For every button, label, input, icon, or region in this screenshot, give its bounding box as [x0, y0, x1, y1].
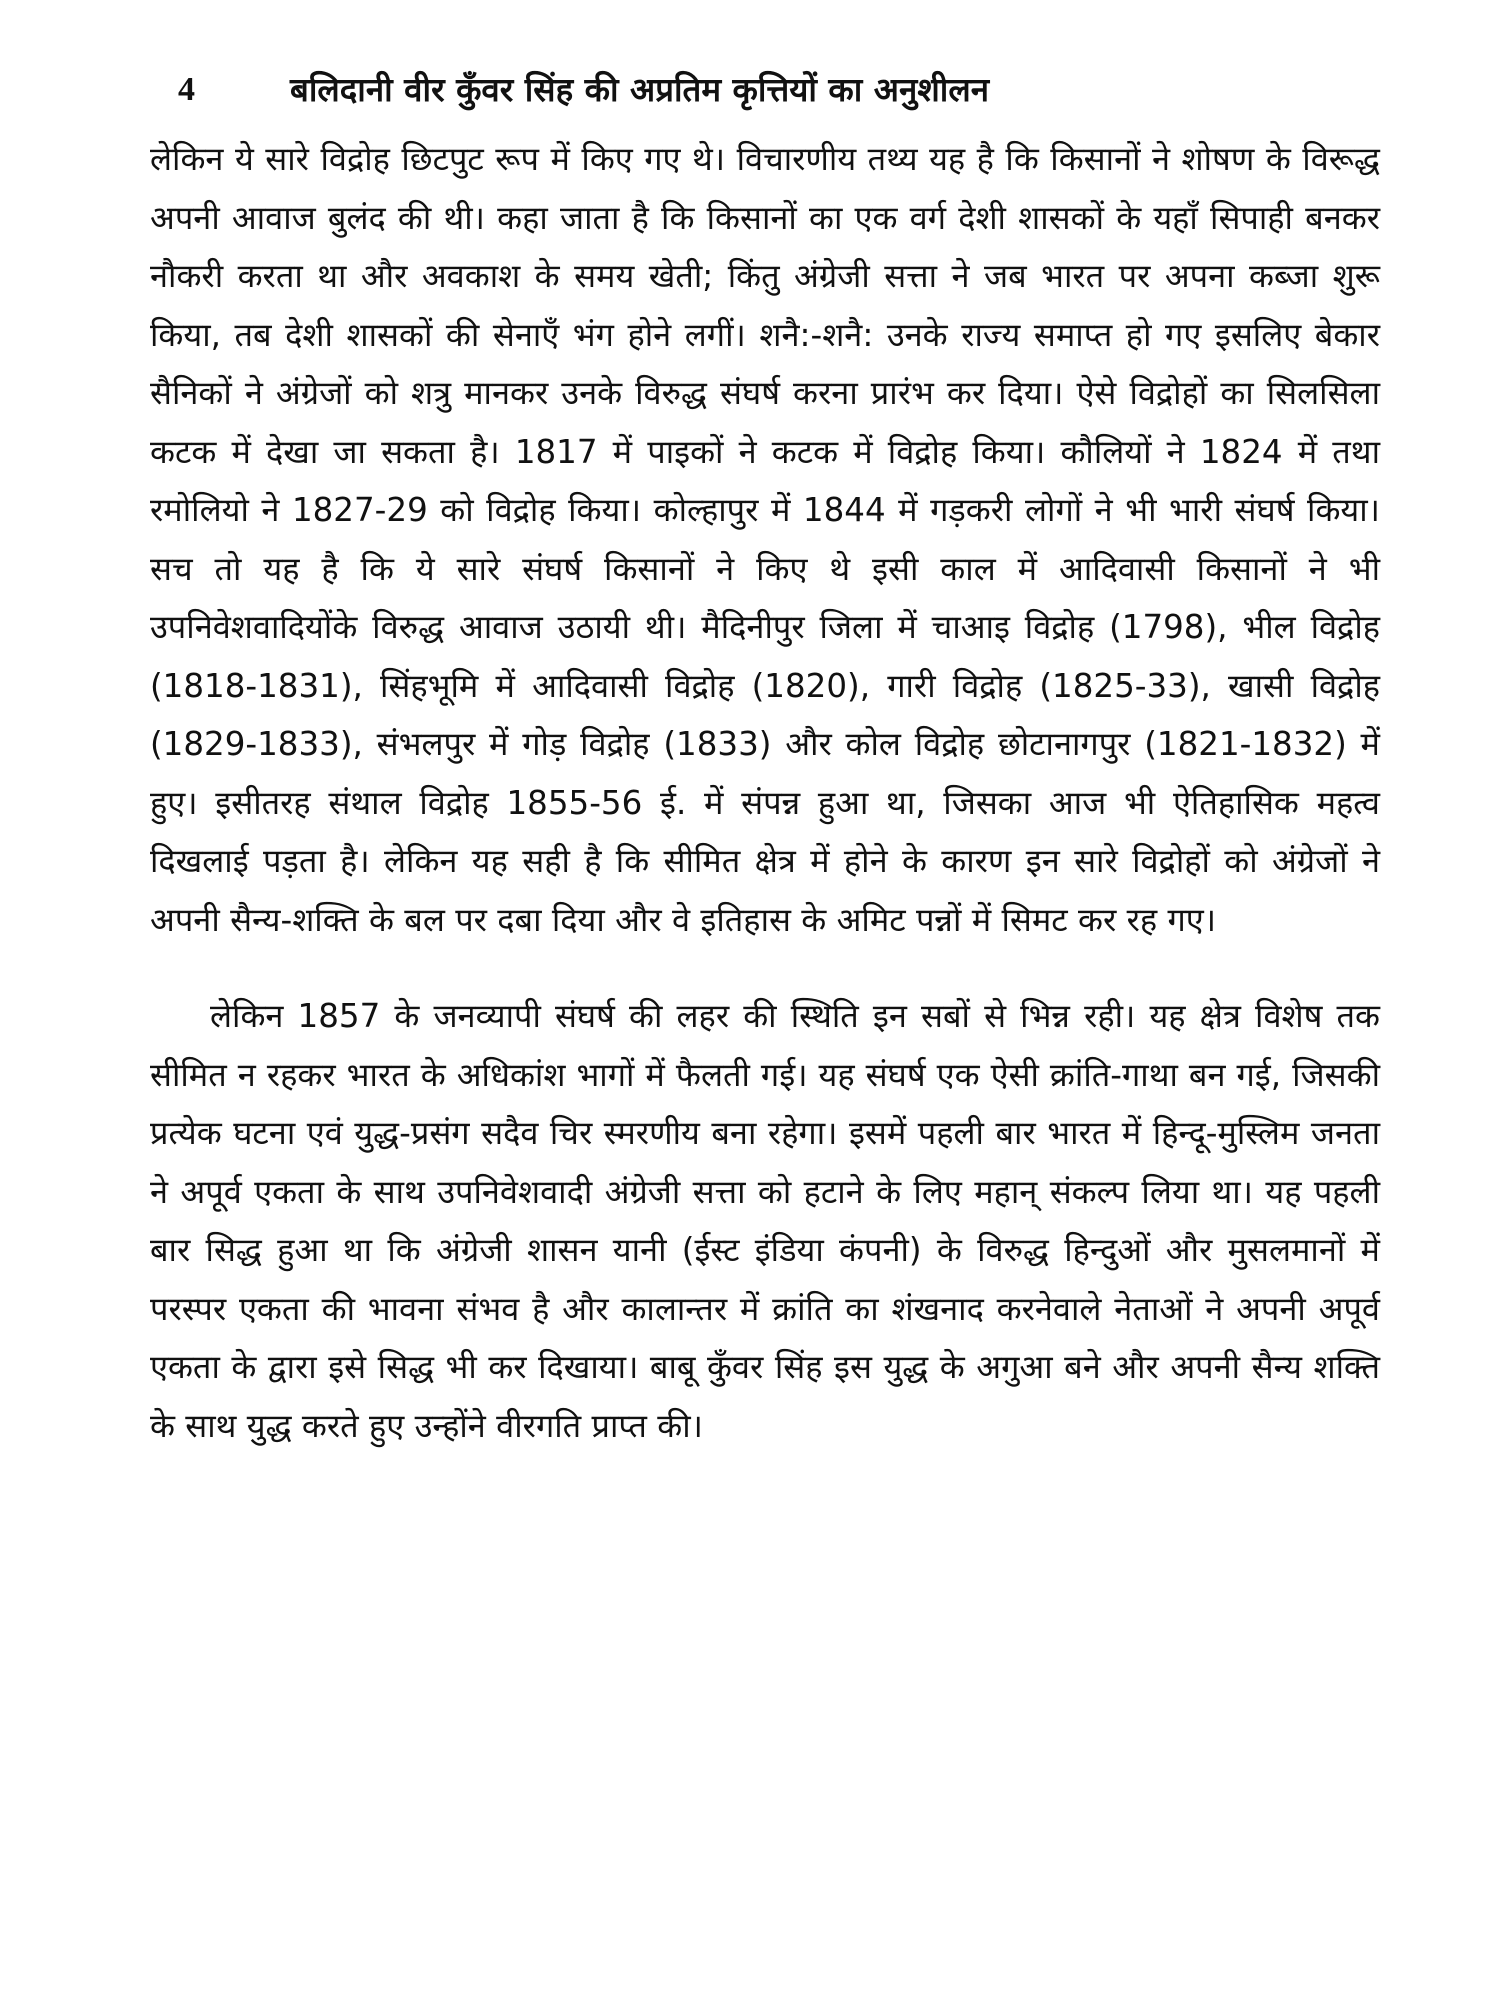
paragraph-2: लेकिन 1857 के जनव्यापी संघर्ष की लहर की स्थिति इन सबों से भिन्न रही। यह क्षेत्र विशेष तक सीमित न रहकर भारत के अधिकांश भागों में फैलती गई। यह संघर्ष एक ऐसी क्रांति-गाथा बन गई, जिसकी प्रत्येक घटना एवं युद्ध-प्रसंग सदैव चिर स्मरणीय बना रहेगा। इसमें पहली बार भारत में हिन्दू-मुस्लिम जनता ने अपूर्व एकता के साथ उपनिवेशवादी अंग्रेजी सत्ता को हटाने के लिए महान् संकल्प लिया था। यह पहली बार सिद्ध हुआ था कि अंग्रेजी शासन यानी (ईस्ट इंडिया कंपनी) के विरुद्ध हिन्दुओं और मुसलमानों में परस्पर एकता की भावना संभव है और कालान्तर में क्रांति का शंखनाद करनेवाले नेताओं ने अपनी अपूर्व एकता के द्वारा इसे सिद्ध भी कर दिखाया। बाबू कुँवर सिंह इस युद्ध के अगुआ बने और अपनी सैन्य शक्ति के साथ युद्ध करते हुए उन्होंने वीरगति प्राप्त की।	[150, 997, 1380, 1445]
page-body	[150, 130, 1380, 1455]
paragraph-1: लेकिन ये सारे विद्रोह छिटपुट रूप में किए गए थे। विचारणीय तथ्य यह है कि किसानों ने शोषण के विरूद्ध अपनी आवाज बुलंद की थी। कहा जाता है कि किसानों का एक वर्ग देशी शासकों के यहाँ सिपाही बनकर नौकरी करता था और अवकाश के समय खेती; किंतु अंग्रेजी सत्ता ने जब भारत पर अपना कब्जा शुरू किया, तब देशी शासकों की सेनाएँ भंग होने लगीं। शनै:-शनै: उनके राज्य समाप्त हो गए इसलिए बेकार सैनिकों ने अंग्रेजों को शत्रु मानकर उनके विरुद्ध संघर्ष करना प्रारंभ कर दिया। ऐसे विद्रोहों का सिलसिला कटक में देखा जा सकता है। 1817 में पाइकों ने कटक में विद्रोह किया। कौलियों ने 1824 में तथा रमोलियो ने 1827-29 को विद्रोह किया। कोल्हापुर में 1844 में गड़करी लोगों ने भी भारी संघर्ष किया। सच तो यह है कि ये सारे संघर्ष किसानों ने किए थे इसी काल में आदिवासी किसानों ने भी उपनिवेशवादियोंके विरुद्ध आवाज उठायी थी। मैदिनीपुर जिला में चाआइ विद्रोह (1798), भील विद्रोह (1818-1831), सिंहभूमि में आदिवासी विद्रोह (1820), गारी विद्रोह (1825-33), खासी विद्रोह (1829-1833), संभलपुर में गोड़ विद्रोह (1833) और कोल विद्रोह छोटानागपुर (1821-1832) में हुए। इसीतरह संथाल विद्रोह 1855-56 ई. में संपन्न हुआ था, जिसका आज भी ऐतिहासिक महत्व दिखलाई पड़ता है। लेकिन यह सही है कि सीमित क्षेत्र में होने के कारण इन सारे विद्रोहों को अंग्रेजों ने अपनी सैन्य-शक्ति के बल पर दबा दिया और वे इतिहास के अमिट पन्नों में सिमट कर रह गए।	[150, 140, 1380, 939]
running-title: बलिदानी वीर कुँवर सिंह की अप्रतिम कृत्तियों का अनुशीलन	[290, 70, 990, 109]
page-number: 4	[178, 71, 195, 108]
running-header	[150, 60, 1380, 120]
